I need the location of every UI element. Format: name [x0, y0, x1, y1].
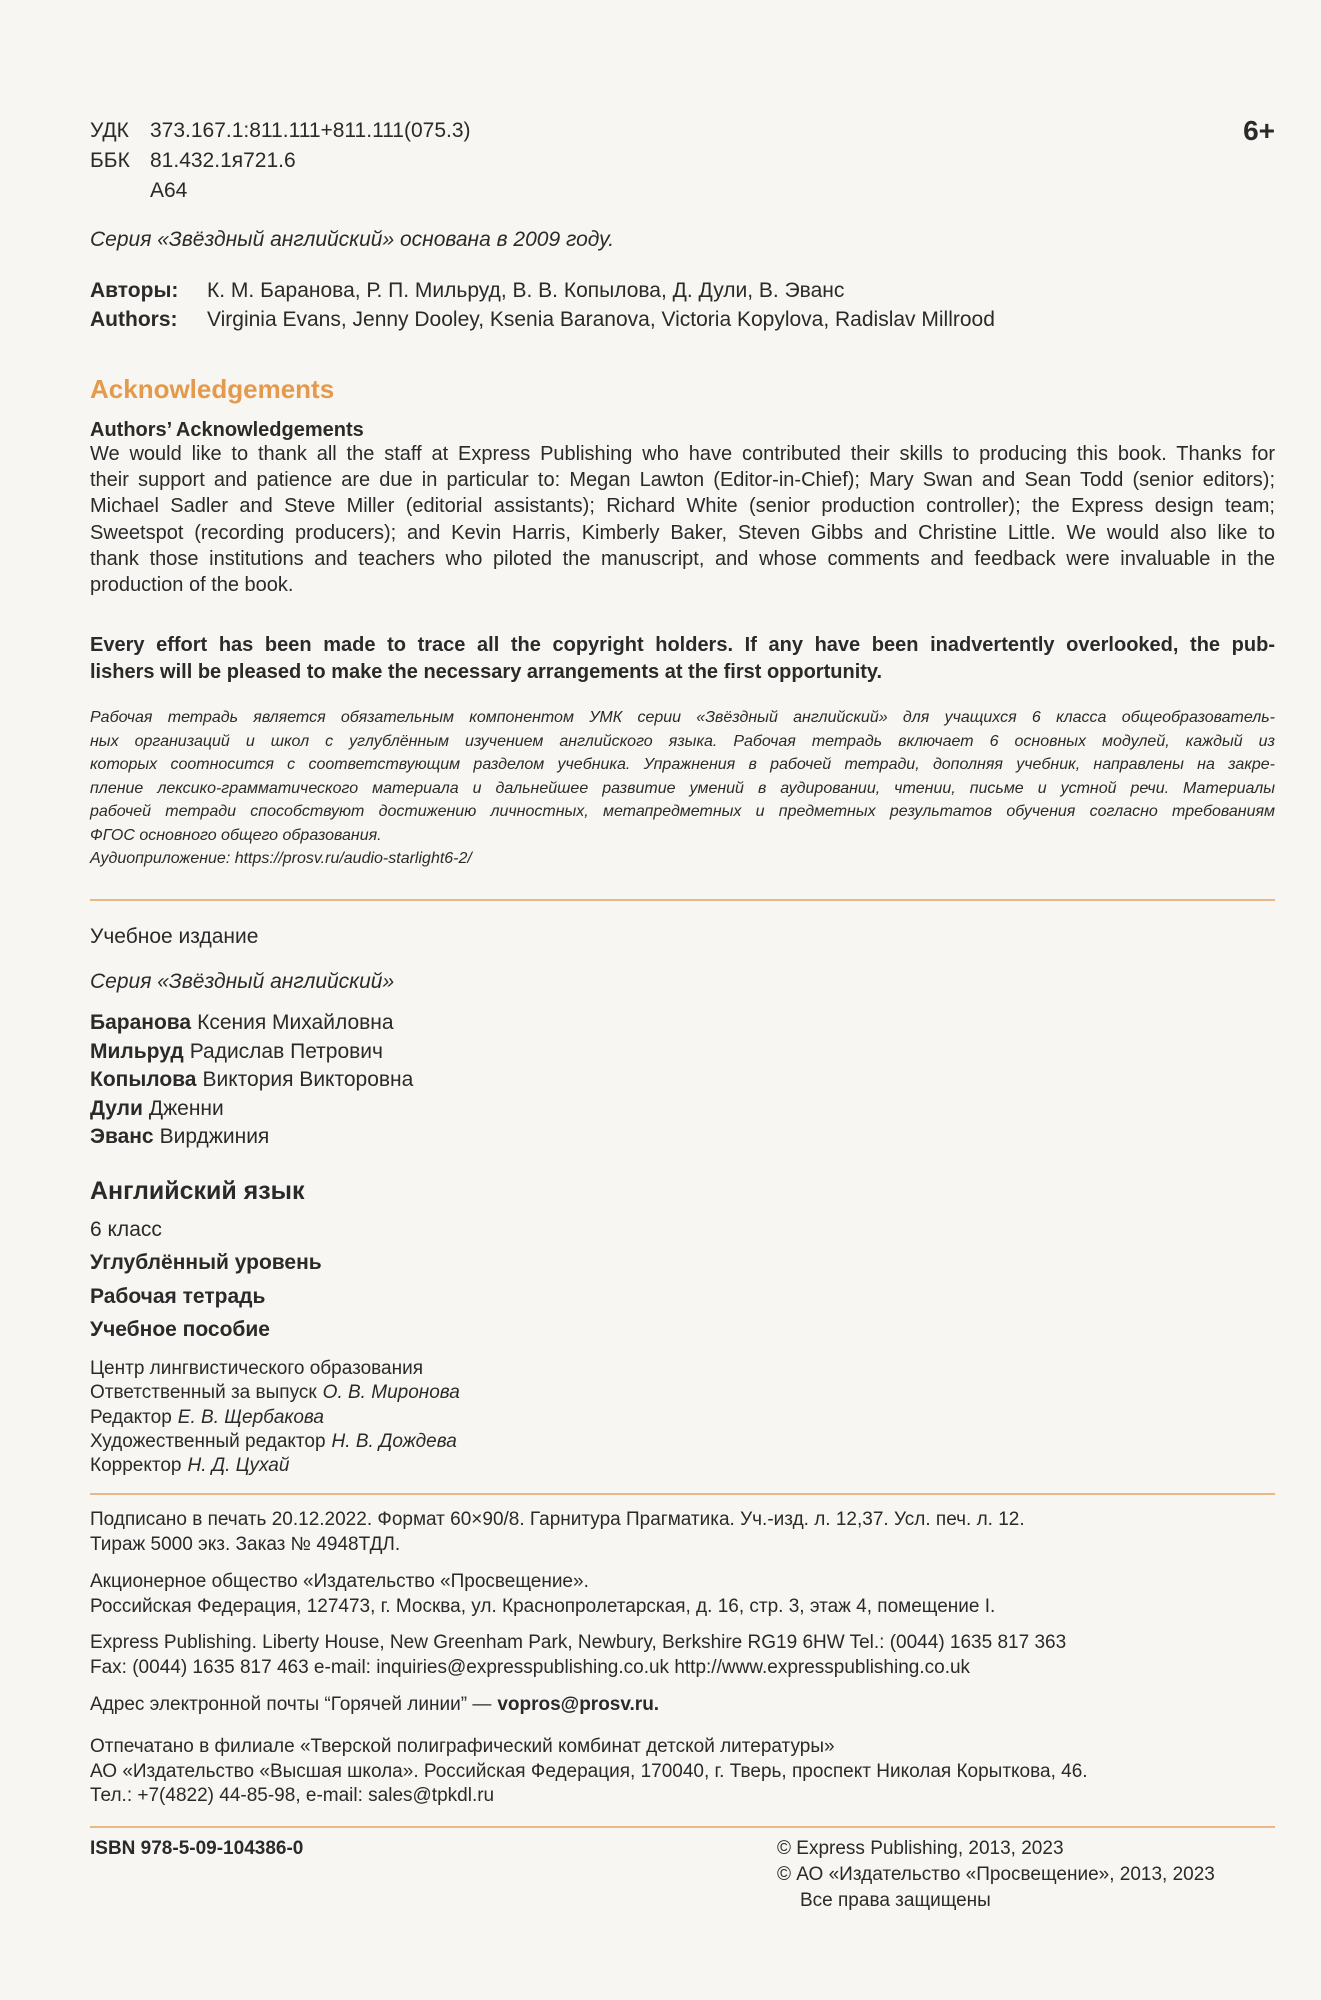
book-title: Английский язык — [90, 1177, 305, 1205]
paragraph-line: Every effort has been made to trace all the copyright holders. If any have been inadvertently overlooked, the pub- — [90, 634, 1275, 656]
author-surname: Баранова — [90, 1011, 192, 1034]
author-surname: Дули — [90, 1096, 143, 1120]
editorial-credits — [90, 1357, 1275, 1478]
bbk-value: 81.432.1я721.6 — [150, 149, 296, 172]
bbk-label: ББК — [90, 149, 130, 172]
edition-authors — [90, 1009, 1275, 1152]
paragraph-line: their support and patience are due in particular to: Megan Lawton (Editor-in-Chief); Mary Swan and Sean Todd (senior editors); — [90, 469, 1275, 492]
workbook-description — [90, 706, 1275, 871]
hotline-label: Адрес электронной почты “Горячей линии” — — [90, 1694, 492, 1715]
edition-type: Учебное издание — [90, 925, 259, 948]
udk-label: УДК — [90, 119, 129, 142]
author-surname: Мильруд — [90, 1039, 184, 1063]
author-mark-row — [90, 176, 1275, 206]
credit-role: Редактор — [90, 1406, 172, 1428]
copyright-block — [777, 1836, 1215, 1914]
udk-value: 373.167.1:811.111+811.111(075.3) — [150, 119, 471, 142]
paragraph-line: пление лексико-грамматического материала и дальнейшее развитие умений в аудировании, чтении, письме и устной речи. Материалы — [90, 779, 1275, 797]
divider-rule — [90, 1493, 1275, 1495]
hotline-email: vopros@prosv.ru. — [497, 1694, 660, 1715]
credit-role: Ответственный за выпуск — [90, 1382, 317, 1404]
publisher-name: Акционерное общество «Издательство «Просвещение». — [90, 1571, 589, 1592]
author-given-name: Вирджиния — [159, 1125, 270, 1148]
authors-block — [90, 276, 1275, 334]
credit-name: Н. Д. Цухай — [187, 1455, 290, 1477]
printer-line: Отпечатано в филиале «Тверской полиграфический комбинат детской литературы» — [90, 1736, 835, 1757]
audio-link-text: Аудиоприложение: https://prosv.ru/audio-starlight6-2/ — [90, 850, 472, 867]
author-surname: Копылова — [90, 1068, 197, 1091]
express-publishing-details — [90, 1630, 1275, 1680]
author-given-name: Дженни — [148, 1096, 224, 1120]
publisher-address: Российская Федерация, 127473, г. Москва, ул. Краснопролетарская, д. 16, стр. 3, этаж 4, помещение I. — [90, 1596, 996, 1617]
copyright-line: © Express Publishing, 2013, 2023 — [777, 1838, 1064, 1859]
credit-entry — [90, 1430, 1275, 1454]
paragraph-line: Рабочая тетрадь является обязательным компонентом УМК серии «Звёздный английский» для учащихся 6 класса общеобразователь- — [90, 709, 1275, 726]
series-note: Серия «Звёздный английский» основана в 2009 году. — [90, 228, 615, 251]
express-address: Express Publishing. Liberty House, New Greenham Park, Newbury, Berkshire RG19 6HW Tel.: (0044) 1635 817 363 — [90, 1632, 1067, 1653]
author-entry — [90, 1066, 1275, 1095]
classification-block — [90, 116, 1275, 206]
acknowledgements-paragraph — [90, 441, 1275, 598]
author-mark: А64 — [150, 179, 188, 202]
subtitle-type: Рабочая тетрадь — [90, 1284, 266, 1308]
paragraph-line: Michael Sadler and Steve Miller (editorial assistants); Richard White (senior production controller); the Express design team; — [90, 495, 1275, 518]
printer-details — [90, 1735, 1275, 1809]
udk-row — [90, 116, 1275, 146]
bbk-row — [90, 146, 1275, 176]
credit-name: Н. В. Дождева — [331, 1430, 457, 1452]
paragraph-line: thank those institutions and teachers who piloted the manuscript, and whose comments and feedback were invaluable in the — [90, 547, 1275, 570]
authors-ru-row — [90, 276, 1275, 305]
department: Центр лингвистического образования — [90, 1358, 424, 1379]
author-entry — [90, 1095, 1275, 1124]
author-entry — [90, 1009, 1275, 1038]
credit-entry — [90, 1406, 1275, 1430]
author-surname: Эванс — [90, 1125, 154, 1148]
paragraph-line: We would like to thank all the staff at Express Publishing who have contributed their skills to producing this book. Thanks for — [90, 443, 1275, 465]
authors-en: Virginia Evans, Jenny Dooley, Ksenia Baranova, Victoria Kopylova, Radislav Millrood — [207, 308, 995, 331]
edition-series: Серия «Звёздный английский» — [90, 970, 395, 993]
credit-entry — [90, 1381, 1275, 1405]
printer-line: Тел.: +7(4822) 44-85-98, e-mail: sales@tpkdl.ru — [90, 1785, 495, 1806]
copyright-notice — [90, 632, 1275, 686]
printer-line: АО «Издательство «Высшая школа». Российская Федерация, 170040, г. Тверь, проспект Николая Корыткова, 46. — [90, 1760, 1088, 1782]
hotline — [90, 1693, 1275, 1718]
authors-en-label: Authors: — [90, 308, 178, 331]
age-rating: 6+ — [1243, 115, 1275, 146]
divider-rule — [90, 899, 1275, 901]
author-entry — [90, 1038, 1275, 1067]
isbn: ISBN 978-5-09-104386-0 — [90, 1838, 304, 1859]
print-run: Тираж 5000 экз. Заказ № 4948ТДЛ. — [90, 1533, 401, 1555]
paragraph-line: рабочей тетради способствуют достижению личностных, метапредметных и предметных результатов обучения согласно требованиям — [90, 803, 1275, 820]
author-given-name: Виктория Викторовна — [202, 1068, 414, 1091]
print-signed: Подписано в печать 20.12.2022. Формат 60×90/8. Гарнитура Прагматика. Уч.-изд. л. 12,37. Усл. печ. л. 12. — [90, 1509, 1025, 1530]
credit-role: Художественный редактор — [90, 1430, 326, 1452]
author-given-name: Радислав Петрович — [189, 1039, 383, 1063]
divider-rule — [90, 1826, 1275, 1828]
paragraph-line: production of the book. — [90, 574, 294, 597]
subtitle-kind: Учебное пособие — [90, 1317, 270, 1341]
paragraph-line: Sweetspot (recording producers); and Kevin Harris, Kimberly Baker, Steven Gibbs and Christine Little. We would also like to — [90, 521, 1275, 544]
credit-entry — [90, 1454, 1275, 1478]
authors-ru-label: Авторы: — [90, 279, 179, 302]
copyright-line: © АО «Издательство «Просвещение», 2013, 2023 — [777, 1864, 1215, 1885]
book-subtitles — [90, 1213, 1275, 1346]
express-contacts: Fax: (0044) 1635 817 463 e-mail: inquiries@expresspublishing.co.uk http://www.expresspublishing.co.uk — [90, 1657, 971, 1678]
subtitle-grade: 6 класс — [90, 1218, 162, 1241]
subtitle-level: Углублённый уровень — [90, 1251, 322, 1275]
paragraph-line: lishers will be pleased to make the necessary arrangements at the first opportunity. — [90, 661, 883, 683]
rights-reserved: Все права защищены — [800, 1890, 991, 1911]
paragraph-line: которых соотносится с соответствующим разделом учебника. Упражнения в рабочей тетради, дополняя учебник, направлены на закре- — [90, 756, 1275, 773]
publisher-details — [90, 1569, 1275, 1619]
author-given-name: Ксения Михайловна — [197, 1011, 394, 1034]
credit-role: Корректор — [90, 1455, 182, 1477]
credit-name: О. В. Миронова — [322, 1382, 460, 1404]
print-details — [90, 1508, 1275, 1557]
paragraph-line: ФГОС основного общего образования. — [90, 826, 382, 844]
acknowledgements-heading: Acknowledgements — [90, 374, 335, 404]
authors-en-row — [90, 305, 1275, 334]
author-entry — [90, 1123, 1275, 1152]
credit-name: Е. В. Щербакова — [177, 1406, 324, 1428]
authors-ru: К. М. Баранова, Р. П. Мильруд, В. В. Копылова, Д. Дули, В. Эванс — [207, 279, 845, 302]
acknowledgements-subheading: Authors’ Acknowledgements — [90, 419, 364, 441]
paragraph-line: ных организаций и школ с углублённым изучением английского языка. Рабочая тетрадь включает 6 основных модулей, каждый из — [90, 732, 1275, 750]
